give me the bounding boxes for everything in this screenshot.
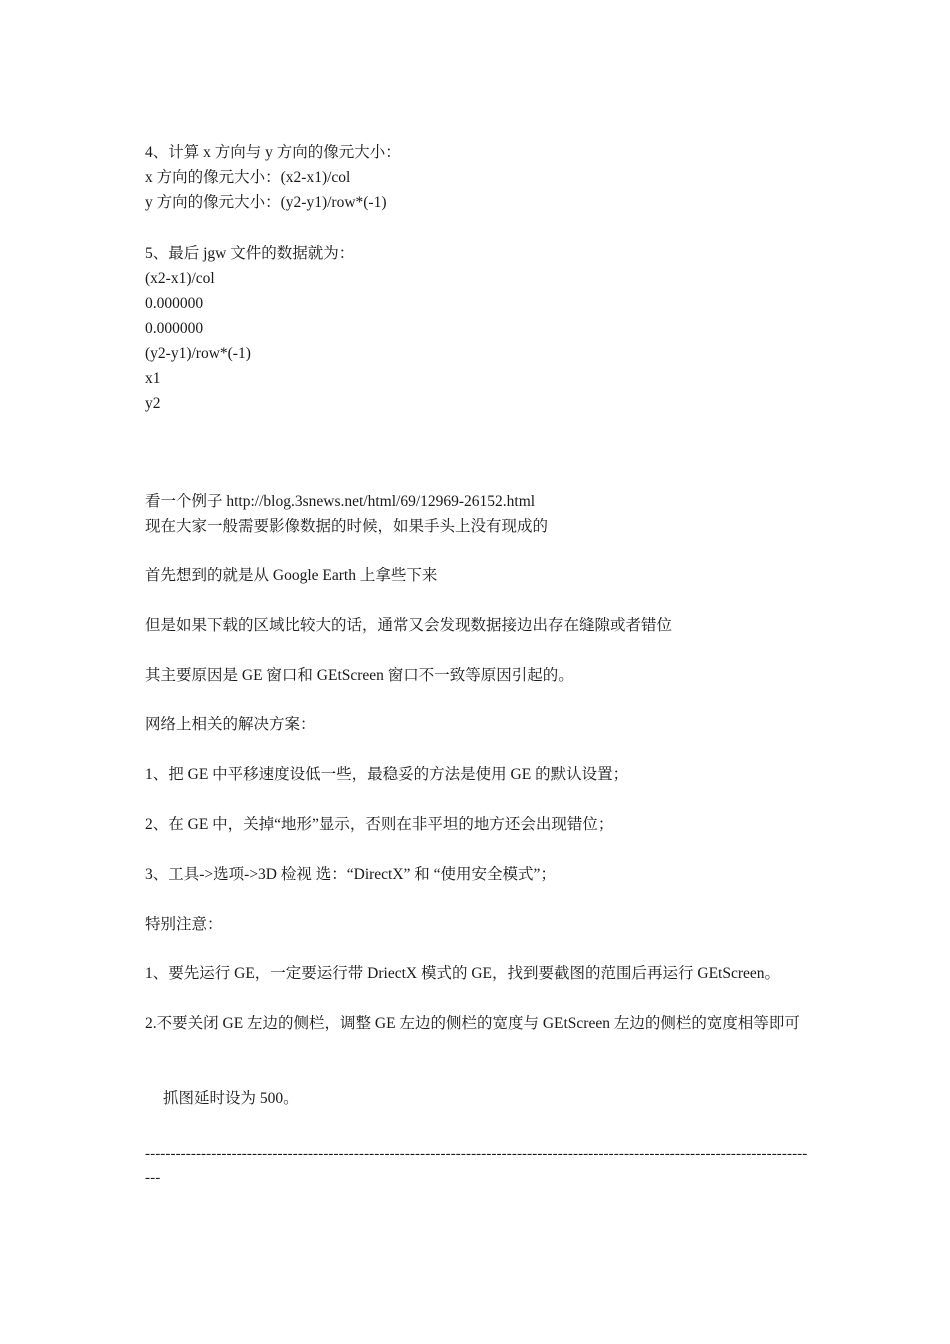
section5-heading: 5、最后 jgw 文件的数据就为： bbox=[145, 245, 355, 262]
solution-2: 2、在 GE 中，关掉“地形”显示，否则在非平坦的地方还会出现错位； bbox=[145, 816, 614, 833]
separator-line: ------------------------------------------------------------------------------------------------------------------------------------- bbox=[145, 1146, 808, 1186]
paragraph-4: 其主要原因是 GE 窗口和 GEtScreen 窗口不一致等原因引起的。 bbox=[145, 667, 574, 684]
jgw-line-3: 0.000000 bbox=[145, 320, 204, 337]
jgw-line-1: (x2-x1)/col bbox=[145, 270, 215, 287]
paragraph-1: 现在大家一般需要影像数据的时候，如果手头上没有现成的 bbox=[145, 518, 549, 535]
note-2: 2.不要关闭 GE 左边的侧栏，调整 GE 左边的侧栏的宽度与 GEtScreen 左边的侧栏的宽度相等即可 bbox=[145, 1015, 800, 1032]
solution-1: 1、把 GE 中平移速度设低一些，最稳妥的方法是使用 GE 的默认设置； bbox=[145, 766, 629, 783]
capture-delay: 抓图延时设为 500。 bbox=[163, 1090, 299, 1107]
notes-heading: 特别注意： bbox=[145, 916, 223, 933]
solutions-heading: 网络上相关的解决方案： bbox=[145, 716, 316, 733]
jgw-line-6: y2 bbox=[145, 395, 161, 412]
jgw-line-5: x1 bbox=[145, 370, 161, 387]
solution-3: 3、工具->选项->3D 检视 选：“DirectX” 和 “使用安全模式”； bbox=[145, 866, 556, 883]
example-intro: 看一个例子 http://blog.3snews.net/html/69/12969-26152.html bbox=[145, 493, 536, 510]
section4-heading: 4、计算 x 方向与 y 方向的像元大小： bbox=[145, 144, 401, 161]
note-1: 1、要先运行 GE，一定要运行带 DriectX 模式的 GE，找到要截图的范围后再运行 GEtScreen。 bbox=[145, 965, 781, 982]
y-pixel-size: y 方向的像元大小：(y2-y1)/row*(-1) bbox=[145, 194, 387, 211]
jgw-line-4: (y2-y1)/row*(-1) bbox=[145, 345, 251, 362]
jgw-line-2: 0.000000 bbox=[145, 295, 204, 312]
x-pixel-size: x 方向的像元大小：(x2-x1)/col bbox=[145, 169, 351, 186]
paragraph-3: 但是如果下载的区域比较大的话，通常又会发现数据接边出存在缝隙或者错位 bbox=[145, 617, 673, 634]
paragraph-2: 首先想到的就是从 Google Earth 上拿些下来 bbox=[145, 567, 438, 584]
